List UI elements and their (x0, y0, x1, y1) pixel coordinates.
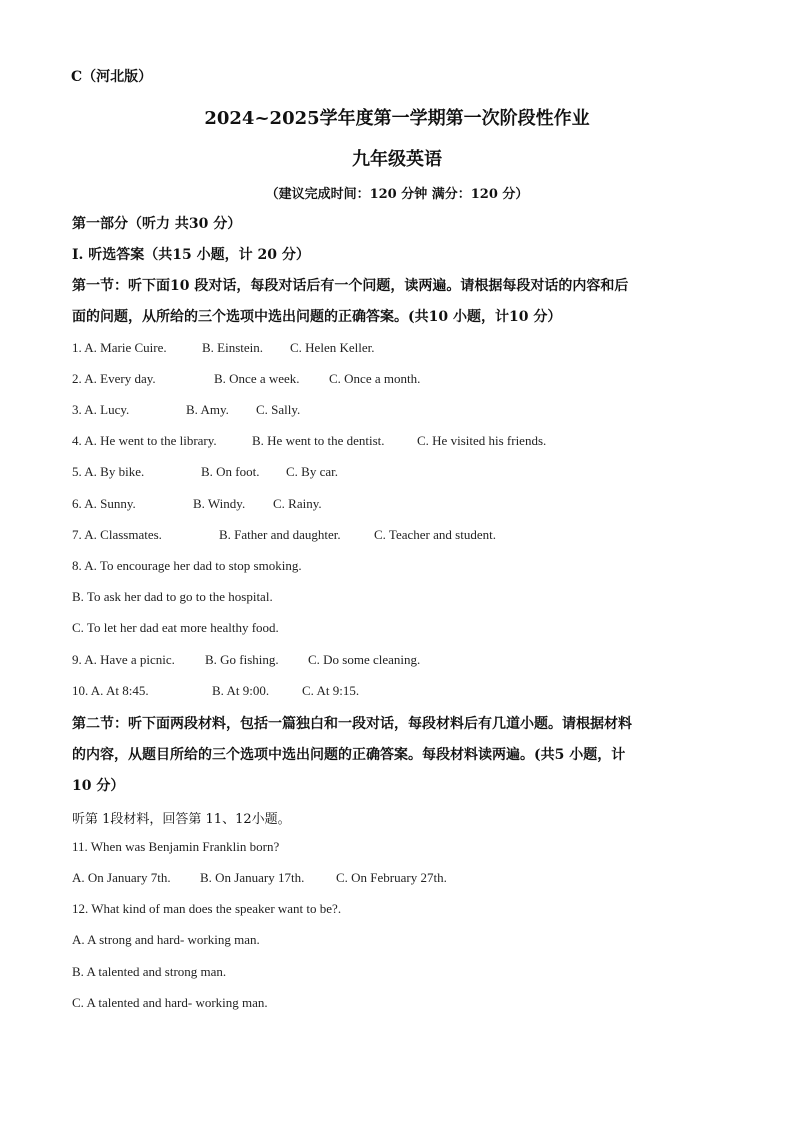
q2-option-a: 2. A. Every day. (72, 371, 156, 386)
q9-option-c: C. Do some cleaning. (308, 652, 421, 667)
q7-option-c: C. Teacher and student. (374, 527, 496, 542)
section2-instruction-line3: 10 分） (72, 778, 125, 794)
q8-option-a: 8. A. To encourage her dad to stop smoking. (72, 558, 302, 573)
q12-option-c: C. A talented and hard- working man. (72, 995, 268, 1010)
section1-instruction-line1: 第一节：听下面10 段对话，每段对话后有一个问题，读两遍。请根据每段对话的内容和后 (72, 278, 629, 294)
q1-option-a: 1. A. Marie Cuire. (72, 340, 167, 355)
section1-instruction-line2: 面的问题，从所给的三个选项中选出问题的正确答案。(共10 小题，计10 分） (72, 309, 562, 325)
q9-option-b: B. Go fishing. (205, 652, 279, 667)
q12-option-a: A. A strong and hard- working man. (72, 932, 260, 947)
q12-option-b: B. A talented and strong man. (72, 964, 227, 979)
q11-option-a: A. On January 7th. (72, 870, 171, 885)
q11-stem: 11. When was Benjamin Franklin born? (72, 839, 280, 854)
q4-option-b: B. He went to the dentist. (252, 433, 385, 448)
q1-option-b: B. Einstein. (202, 340, 264, 355)
edition-label: C（河北版） (71, 69, 153, 85)
q5-option-b: B. On foot. (201, 464, 260, 479)
exam-title: 2024~2025学年度第一学期第一次阶段性作业 (204, 108, 590, 129)
q4-option-c: C. He visited his friends. (417, 433, 547, 448)
subject-title: 九年级英语 (352, 149, 442, 170)
part1-heading: 第一部分（听力 共30 分） (72, 216, 242, 232)
q5-option-a: 5. A. By bike. (72, 464, 145, 479)
q11-option-c: C. On February 27th. (336, 870, 447, 885)
q8-option-c: C. To let her dad eat more healthy food. (72, 620, 279, 635)
q3-option-a: 3. A. Lucy. (72, 402, 130, 417)
q7-option-a: 7. A. Classmates. (72, 527, 162, 542)
q10-option-a: 10. A. At 8:45. (72, 683, 149, 698)
section2-instruction-line1: 第二节：听下面两段材料，包括一篇独白和一段对话，每段材料后有几道小题。请根据材料 (72, 716, 632, 732)
section2-instruction-line2: 的内容，从题目所给的三个选项中选出问题的正确答案。每段材料读两遍。(共5 小题，计 (72, 747, 626, 763)
q2-option-b: B. Once a week. (214, 371, 300, 386)
q6-option-c: C. Rainy. (273, 496, 322, 511)
q2-option-c: C. Once a month. (329, 371, 421, 386)
q9-option-a: 9. A. Have a picnic. (72, 652, 175, 667)
time-score-note: （建议完成时间：120 分钟 满分：120 分） (265, 187, 529, 202)
q6-option-a: 6. A. Sunny. (72, 496, 136, 511)
q6-option-b: B. Windy. (193, 496, 246, 511)
material1-instruction: 听第 1段材料，回答第 11、12小题。 (72, 812, 291, 827)
q12-stem: 12. What kind of man does the speaker want to be?. (72, 901, 342, 916)
q10-option-c: C. At 9:15. (302, 683, 360, 698)
q1-option-c: C. Helen Keller. (290, 340, 375, 355)
q8-option-b: B. To ask her dad to go to the hospital. (72, 589, 273, 604)
q7-option-b: B. Father and daughter. (219, 527, 341, 542)
q4-option-a: 4. A. He went to the library. (72, 433, 217, 448)
section1-heading: Ⅰ. 听选答案（共15 小题，计 20 分） (72, 247, 310, 263)
q3-option-b: B. Amy. (186, 402, 229, 417)
q10-option-b: B. At 9:00. (212, 683, 270, 698)
q3-option-c: C. Sally. (256, 402, 301, 417)
q5-option-c: C. By car. (286, 464, 338, 479)
q11-option-b: B. On January 17th. (200, 870, 305, 885)
